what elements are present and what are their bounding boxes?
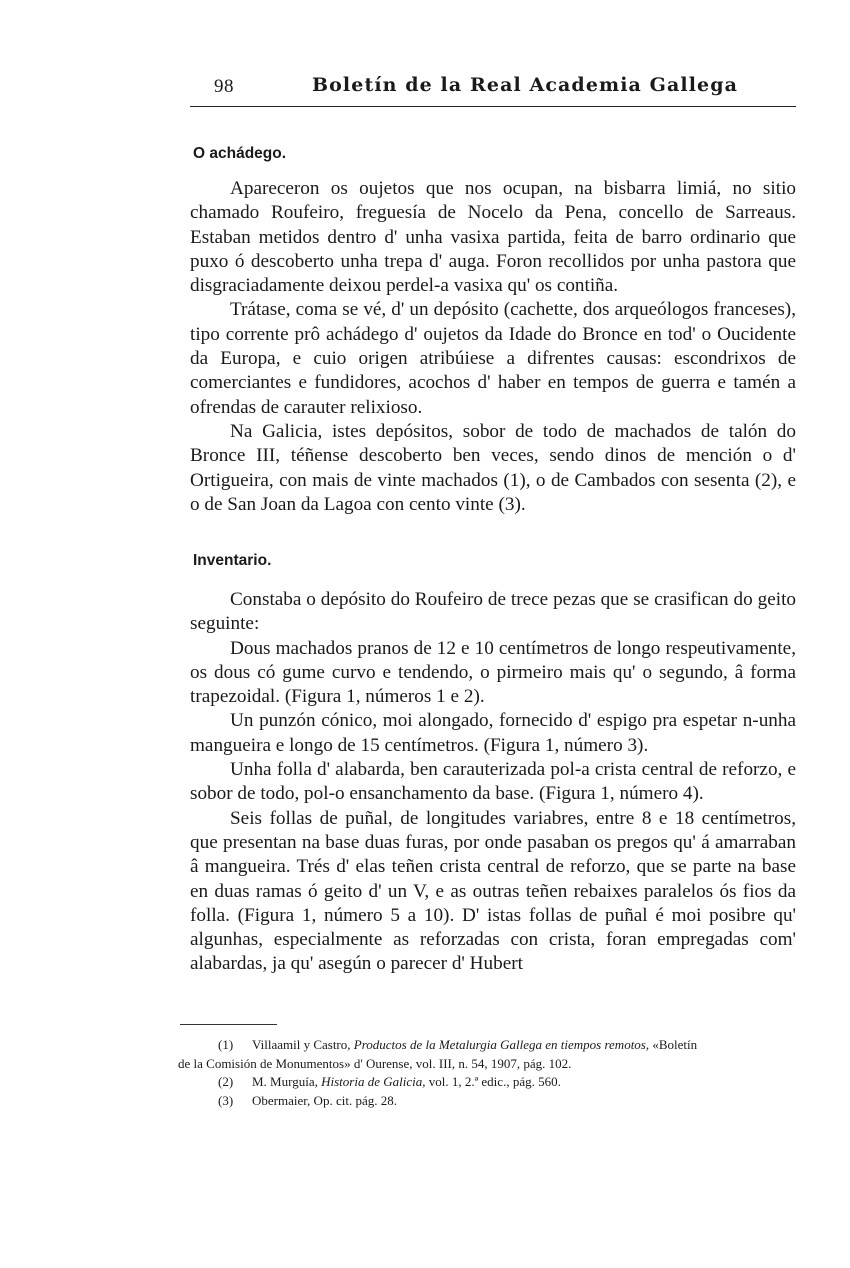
footnote-3 (178, 1092, 798, 1111)
running-head (190, 72, 796, 107)
footnote-1 (178, 1036, 798, 1055)
paragraph: Un punzón cónico, moi alongado, fornecido d' espigo pra espetar n-unha mangueira e longo de 15 centímetros. (Figura 1, número 3). (190, 710, 796, 756)
footnote-author: M. Murguía, (252, 1074, 322, 1089)
footnote-number: (1) (218, 1037, 234, 1052)
paragraph: Seis follas de puñal, de longitudes variabres, entre 8 e 18 centímetros, que presentan na base duas furas, por onde pasaban os pregos qu' á amarraban â mangueira. Trés d' elas teñen crista central de reforzo, que se parte na base en duas ramas ó geito d' un V, e as outras teñen rebaixes paralelos ós fios da folla. (Figura 1, número 5 a 10). D' istas follas de puñal é moi posibre qu' algunhas, especialmente as reforzadas con crista, foran empregadas com' alabardas, ja qu' asegún o parecer d' Hubert (190, 807, 796, 975)
paragraph: Dous machados pranos de 12 e 10 centímetros de longo respeutivamente, os dous có gume curvo e tendendo, o pirmeiro mais qu' o segundo, â forma trapezoidal. (Figura 1, números 1 e 2). (190, 637, 796, 708)
section-achadego-body (190, 177, 796, 517)
page-number: 98 (214, 76, 234, 97)
section-inventario-body (190, 588, 796, 977)
paragraph: Na Galicia, istes depósitos, sobor de todo de machados de talón do Bronce III, téñense descoberto ben veces, sendo dinos de mención o d' Ortigueira, con mais de vinte machados (1), o de Cambados con sesenta (2), e o de San Joan da Lagoa con cento vinte (3). (190, 420, 796, 515)
footnote-2 (178, 1073, 798, 1092)
footnote-divider (180, 1024, 277, 1025)
section-heading-inventario: Inventario. (193, 552, 272, 569)
footnote-author: Obermaier, Op. cit. pág. 28. (252, 1092, 397, 1108)
footnote-title: Historia de Galicia, (321, 1074, 426, 1089)
paragraph: Constaba o depósito do Roufeiro de trece pezas que se crasifican do geito seguinte: (190, 589, 796, 635)
paragraph: Trátase, coma se vé, d' un depósito (cachette, dos arqueólogos franceses), tipo corrente prô achádego d' oujetos da Idade do Bronce en tod' o Oucidente da Europa, e cuio origen atribúiese a difrentes causas: escondrixos de comerciantes e fundidores, acochos d' haber en tempos de guerra e tamén a ofrendas de carauter relixioso. (190, 299, 796, 418)
footnote-ref: «Boletín (649, 1037, 698, 1052)
paragraph: Unha folla d' alabarda, ben carauterizada pol-a crista central de reforzo, e sobor de todo, pol-o ensanchamento da base. (Figura 1, número 4). (190, 759, 796, 805)
footnote-number: (3) (218, 1092, 234, 1108)
footnote-1-cont: de la Comisión de Monumentos» d' Ourense, vol. III, n. 54, 1907, pág. 102. (178, 1055, 572, 1071)
footnote-ref: vol. 1, 2.ª edic., pág. 560. (425, 1074, 561, 1089)
journal-title: Boletín de la Real Academia Gallega (312, 74, 739, 96)
footnote-title: Productos de la Metalurgia Gallega en tiempos remotos, (353, 1037, 650, 1052)
paragraph: Apareceron os oujetos que nos ocupan, na bisbarra limiá, no sitio chamado Roufeiro, freguesía de Nocelo da Pena, concello de Sarreaus. Estaban metidos dentro d' unha vasixa partida, feita de barro ordinario que puxo ó descoberto unha trepa d' auga. Foron recollidos por unha pastora que disgraciadamente deixou perdel-a vasixa qu' os contiña. (190, 178, 796, 297)
section-heading-achadego: O achádego. (193, 145, 287, 162)
footnote-author: Villaamil y Castro, (252, 1037, 354, 1052)
footnote-number: (2) (218, 1074, 234, 1089)
footnotes (178, 1036, 798, 1110)
